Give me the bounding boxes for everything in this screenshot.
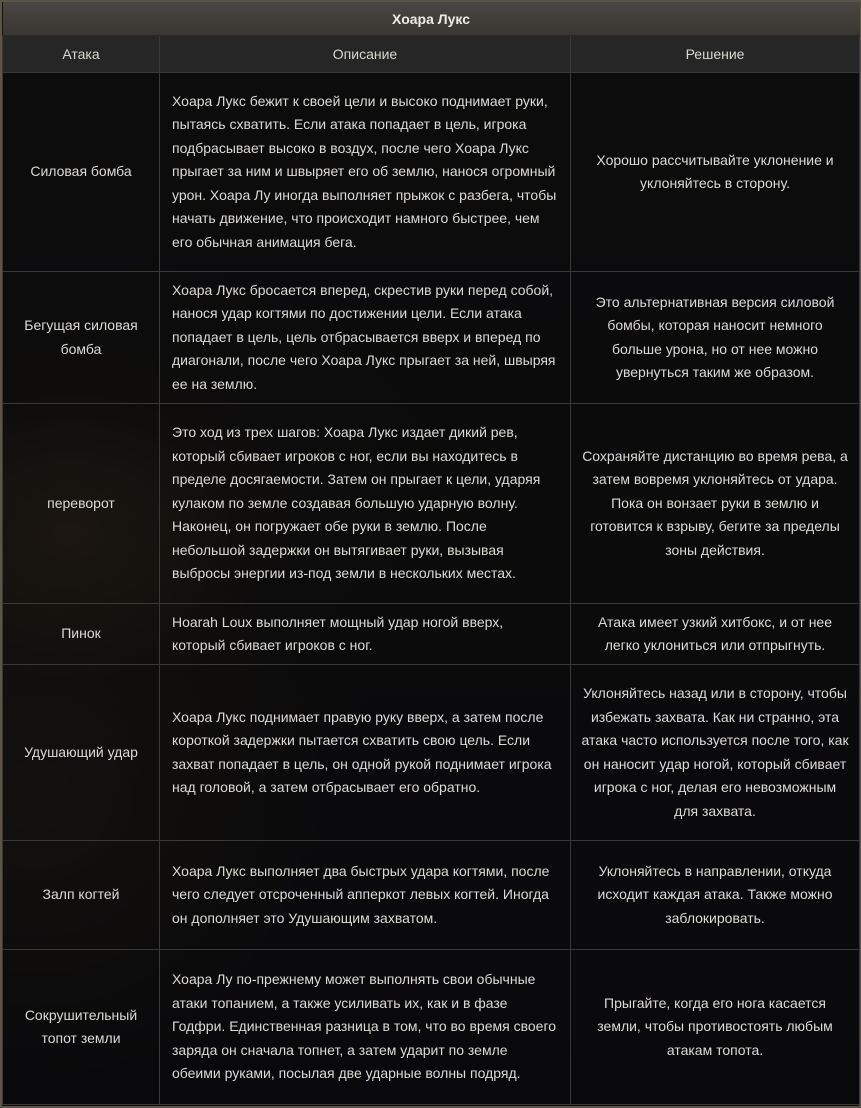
attack-description: Хоара Лукс выполняет два быстрых удара когтями, после чего следует отсроченный апперкот левых когтей. Иногда он дополняет это Удушающим захватом. — [160, 841, 571, 950]
table-row — [3, 73, 860, 272]
attack-solution: Это альтернативная версия силовой бомбы, которая наносит немного больше урона, но от нее можно увернуться таким же образом. — [571, 272, 860, 404]
attack-description: Хоара Лукс поднимает правую руку вверх, а затем после короткой задержки пытается схватить свою цель. Если захват попадает в цель, он одной рукой поднимает игрока над головой, а затем отбрасывает его обратно. — [160, 665, 571, 841]
attack-description: Хоара Лукс бежит к своей цели и высоко поднимает руки, пытаясь схватить. Если атака попадает в цель, игрока подбрасывает высоко в воздух, после чего Хоара Лукс прыгает за ним и швыряет его об землю, нанося огромный урон. Хоара Лу иногда выполняет прыжок с разбега, чтобы начать движение, что происходит намного быстрее, чем его обычная анимация бега. — [160, 73, 571, 272]
table-row — [3, 841, 860, 950]
attack-solution: Уклоняйтесь назад или в сторону, чтобы избежать захвата. Как ни странно, эта атака часто используется после того, как он наносит удар ногой, который сбивает игрока с ног, делая его невозможным для захвата. — [571, 665, 860, 841]
attack-name: Бегущая силовая бомба — [3, 272, 160, 404]
header-attack: Атака — [3, 36, 160, 73]
table-row — [3, 950, 860, 1105]
attack-solution: Сохраняйте дистанцию во время рева, а затем вовремя уклоняйтесь от удара. Пока он вонзает руки в землю и готовится к взрыву, бегите за пределы зоны действия. — [571, 404, 860, 604]
table-title-row — [3, 2, 860, 36]
attack-description: Hoarah Loux выполняет мощный удар ногой вверх, который сбивает игроков с ног. — [160, 604, 571, 665]
attack-description: Это ход из трех шагов: Хоара Лукс издает дикий рев, который сбивает игроков с ног, если вы находитесь в пределе досягаемости. Затем он прыгает к цели, ударяя кулаком по земле создавая большую ударную волну. Наконец, он погружает обе руки в землю. После небольшой задержки он вытягивает руки, вызывая выбросы энергии из-под земли в нескольких местах. — [160, 404, 571, 604]
table-row — [3, 665, 860, 841]
attack-name: Сокрушительный топот земли — [3, 950, 160, 1105]
table-row — [3, 604, 860, 665]
attack-description: Хоара Лукс бросается вперед, скрестив руки перед собой, нанося удар когтями по достижении цели. Если атака попадает в цель, цель отбрасывается вверх и вперед по диагонали, после чего Хоара Лукс прыгает за ней, швыряя ее на землю. — [160, 272, 571, 404]
attack-description: Хоара Лу по-прежнему может выполнять свои обычные атаки топанием, а также усиливать их, как и в фазе Годфри. Единственная разница в том, что во время своего заряда он сначала топнет, а затем ударит по земле обеими руками, посылая две ударные волны подряд. — [160, 950, 571, 1105]
header-solution: Решение — [571, 36, 860, 73]
attack-name: переворот — [3, 404, 160, 604]
header-description: Описание — [160, 36, 571, 73]
table-row — [3, 404, 860, 604]
table-header-row — [3, 36, 860, 73]
boss-attacks-table — [2, 2, 860, 1105]
attack-solution: Атака имеет узкий хитбокс, и от нее легко уклониться или отпрыгнуть. — [571, 604, 860, 665]
attack-solution: Уклоняйтесь в направлении, откуда исходит каждая атака. Также можно заблокировать. — [571, 841, 860, 950]
attack-solution: Прыгайте, когда его нога касается земли, чтобы противостоять любым атакам топота. — [571, 950, 860, 1105]
table-title: Хоара Лукс — [3, 2, 860, 36]
attack-name: Пинок — [3, 604, 160, 665]
table-row — [3, 272, 860, 404]
attack-name: Удушающий удар — [3, 665, 160, 841]
attack-solution: Хорошо рассчитывайте уклонение и уклоняйтесь в сторону. — [571, 73, 860, 272]
attack-name: Силовая бомба — [3, 73, 160, 272]
attack-name: Залп когтей — [3, 841, 160, 950]
